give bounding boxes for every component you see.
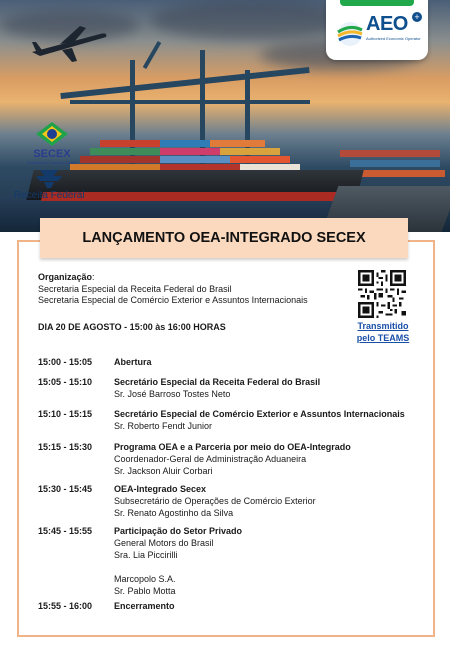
qr-code [358,270,406,318]
schedule-item: OEA-Integrado Secex Subsecretário de Operações de Comércio Exterior Sr. Renato Agostinho da Silva [114,484,316,518]
receita-federal-icon [14,168,84,190]
receita-federal-logo: Receita Federal [14,168,84,195]
teams-link[interactable]: Transmitido pelo TEAMS [356,321,410,343]
event-date: DIA 20 DE AGOSTO - 15:00 às 16:00 HORAS [38,322,226,332]
schedule-item: Participação do Setor Privado General Motors do Brasil Sra. Lia Piccirilli Marcopolo S.A. Sr. Pablo Motta [114,526,243,596]
airplane-icon [30,24,110,64]
schedule-item: Secretário Especial de Comércio Exterior e Assuntos Internacionais Sr. Roberto Fendt Junior [114,409,405,431]
schedule-item: Abertura [114,357,152,367]
page-title: LANÇAMENTO OEA-INTEGRADO SECEX [40,218,408,258]
plus-icon: + [412,12,422,22]
schedule-time: 15:30 - 15:45 [38,484,93,494]
schedule-time: 15:10 - 15:15 [38,409,93,419]
schedule-time: 15:45 - 15:55 [38,526,93,536]
schedule-item: Secretário Especial da Receita Federal do Brasil Sr. José Barroso Tostes Neto [114,377,321,399]
schedule-time: 15:55 - 16:00 [38,601,93,611]
brazil-flag-icon [22,120,82,148]
schedule-time: 15:00 - 15:05 [38,357,93,367]
secex-logo: SECEX Secretaria de Comércio Exterior [22,120,82,153]
schedule-time: 15:15 - 15:30 [38,442,93,452]
aeo-logo: AEO + Authorized Economic Operator [326,0,428,60]
organizacao-line: Secretaria Especial de Comércio Exterior e Assuntos Internacionais [38,295,308,305]
schedule-time: 15:05 - 15:10 [38,377,93,387]
organizacao-line: Secretaria Especial da Receita Federal do Brasil [38,284,232,294]
schedule-item: Programa OEA e a Parceria por meio do OEA-Integrado Coordenador-Geral de Administração Aduaneira Sr. Jackson Aluir Corbari [114,442,351,476]
schedule-item: Encerramento [114,601,175,611]
globe-swoosh-icon [336,20,364,48]
organizacao-heading: Organização: [38,272,95,282]
